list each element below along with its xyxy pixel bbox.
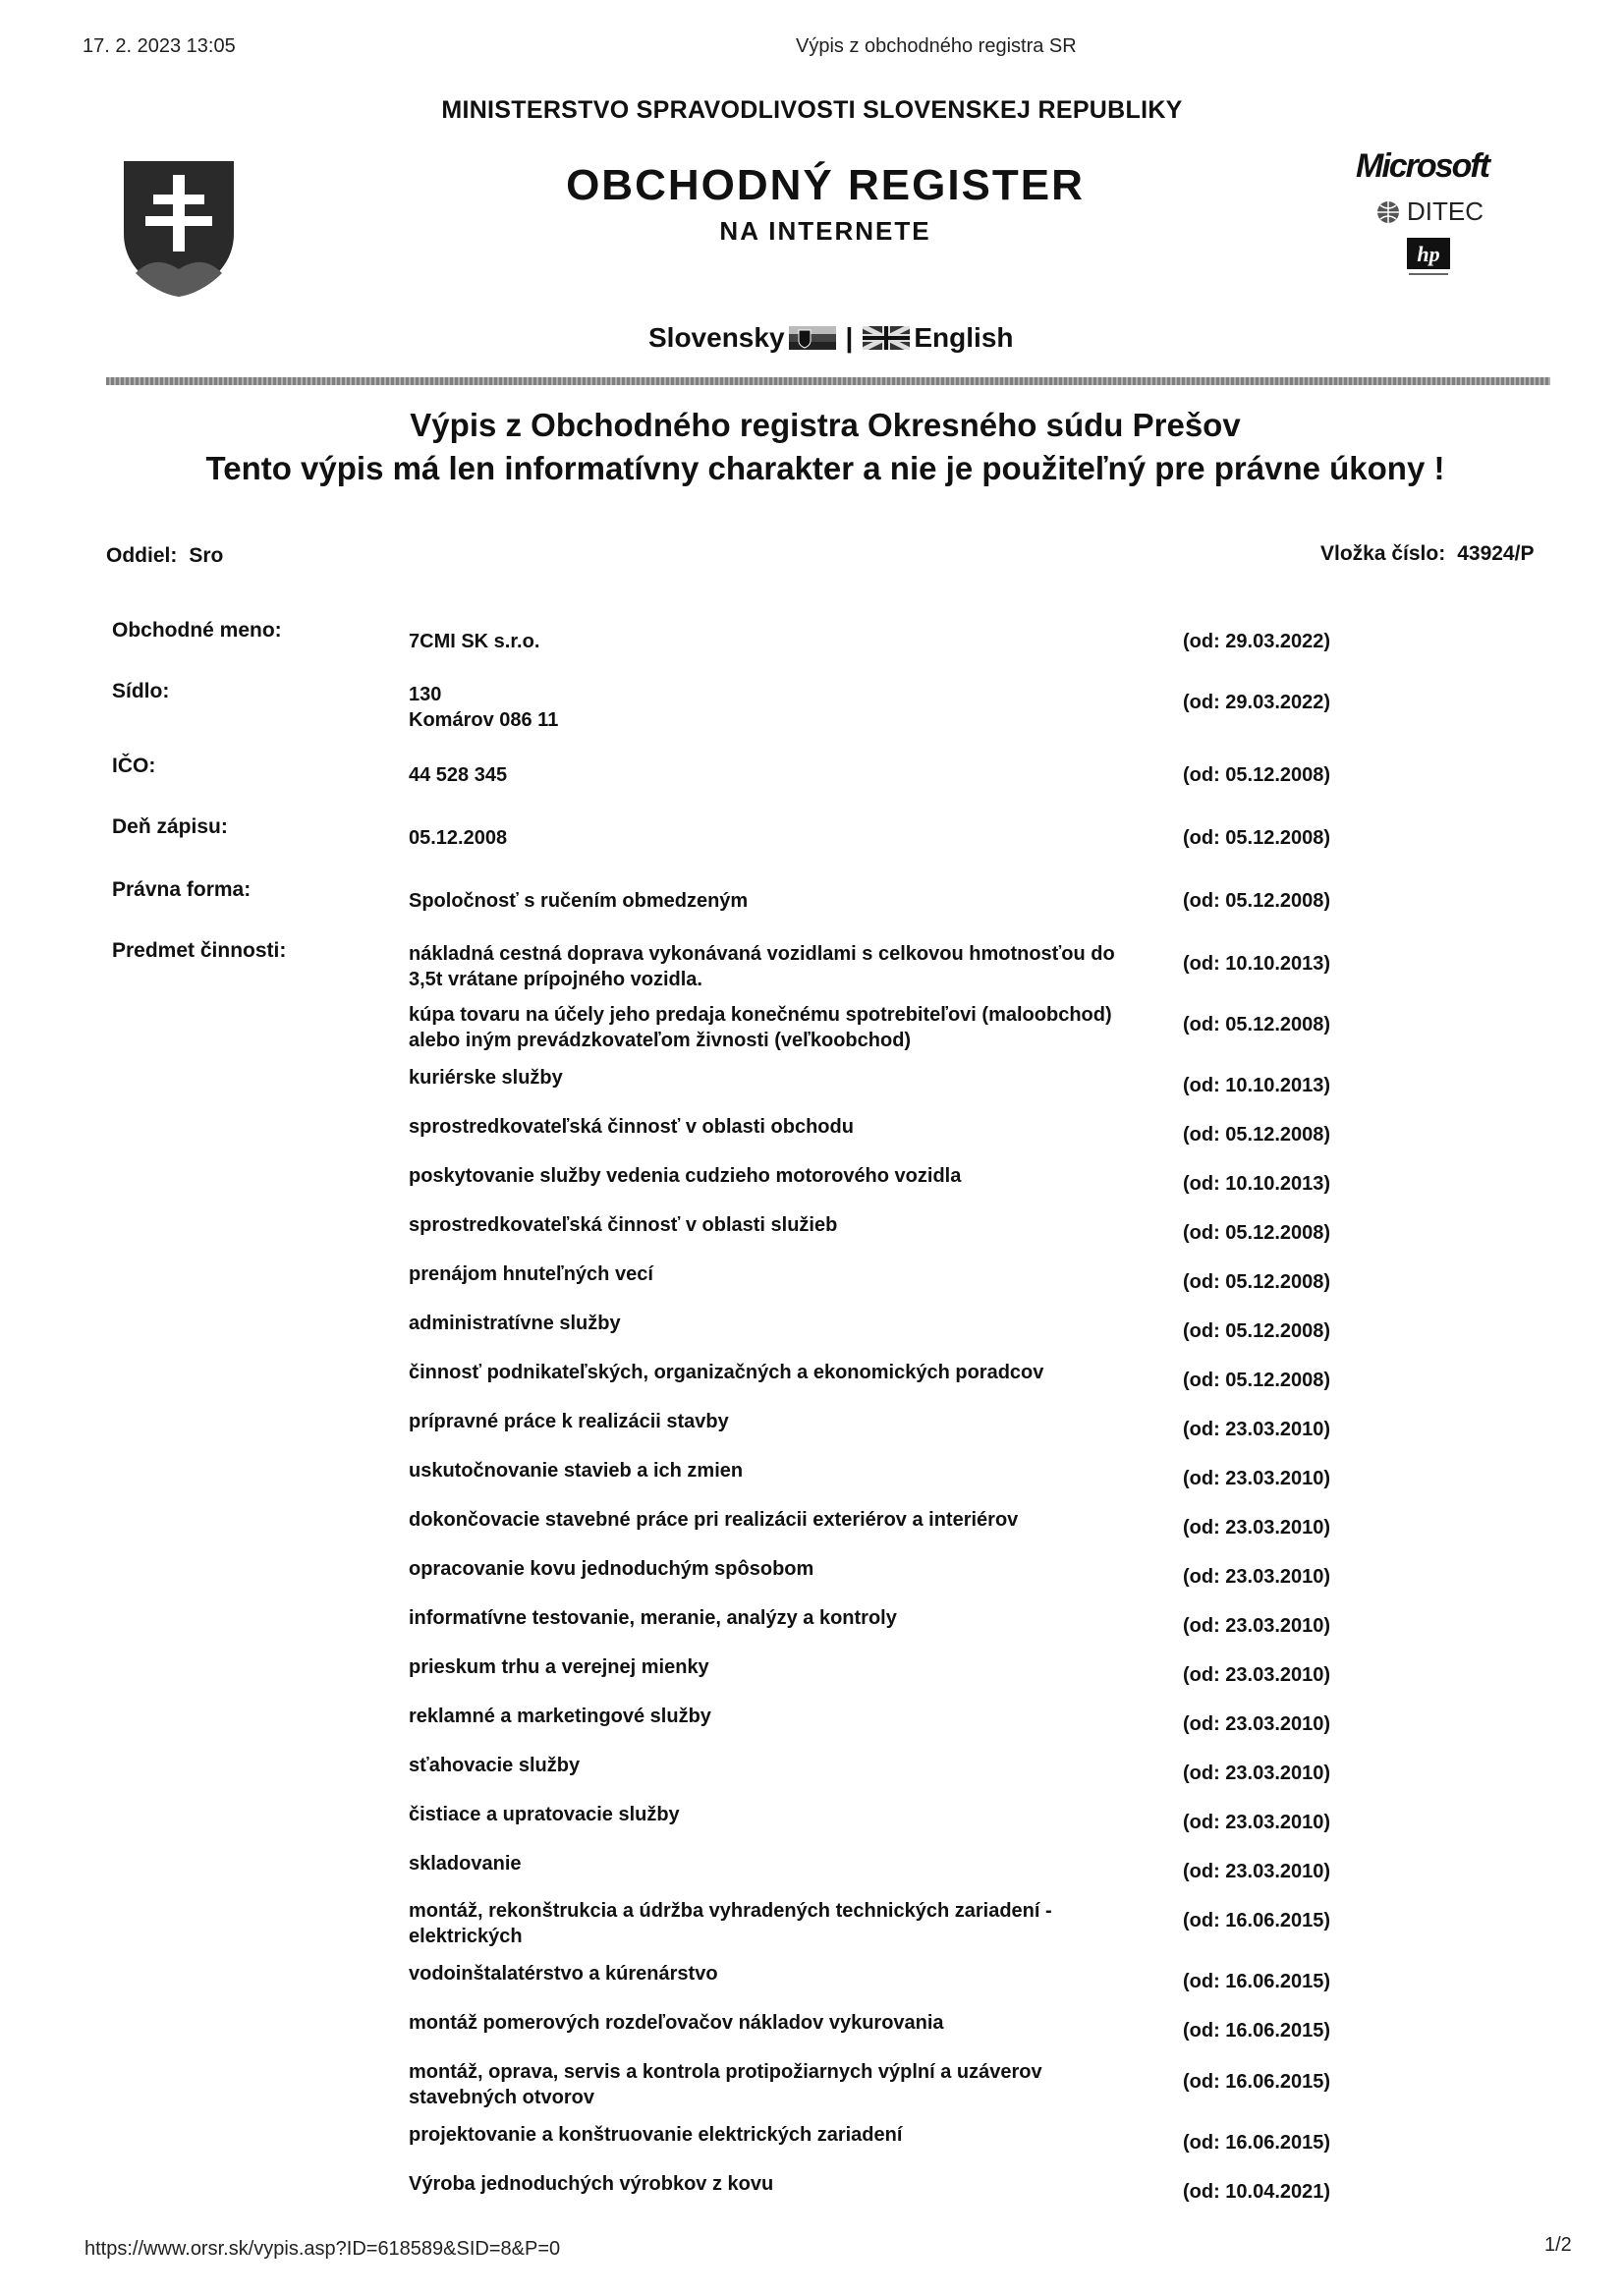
activity-since: (od: 23.03.2010)	[1183, 1812, 1331, 1833]
legal-form-since: (od: 05.12.2008)	[1183, 890, 1331, 912]
page-number: 1/2	[1544, 2234, 1572, 2256]
extract-disclaimer: Tento výpis má len informatívny charakter a nie je použiteľný pre právne úkony !	[205, 450, 1445, 486]
activity-item: činnosť podnikateľských, organizačných a ekonomických poradcov	[409, 1362, 1044, 1383]
activity-since: (od: 05.12.2008)	[1183, 1370, 1331, 1391]
ministry-title: MINISTERSTVO SPRAVODLIVOSTI SLOVENSKEJ REPUBLIKY	[441, 96, 1183, 124]
registration-date-value: 05.12.2008	[409, 827, 508, 849]
business-name-label: Obchodné meno:	[112, 619, 282, 642]
activity-since: (od: 05.12.2008)	[1183, 1320, 1331, 1342]
business-name-value: 7CMI SK s.r.o.	[409, 631, 540, 652]
activity-since: (od: 23.03.2010)	[1183, 1664, 1331, 1686]
activity-since: (od: 23.03.2010)	[1183, 1517, 1331, 1539]
activity-since: (od: 16.06.2015)	[1183, 2071, 1331, 2093]
ico-since: (od: 05.12.2008)	[1183, 764, 1331, 786]
activity-since: (od: 10.04.2021)	[1183, 2181, 1331, 2203]
activity-since: (od: 05.12.2008)	[1183, 1124, 1331, 1146]
activity-item: dokončovacie stavebné práce pri realizácii exteriérov a interiérov	[409, 1509, 1019, 1531]
microsoft-logo: Microsoft	[1356, 147, 1488, 185]
activity-item: montáž, rekonštrukcia a údržba vyhradených technických zariadení - elektrických	[409, 1900, 1052, 1947]
legal-form-value: Spoločnosť s ručením obmedzeným	[409, 890, 749, 912]
activity-item: administratívne služby	[409, 1313, 621, 1334]
activity-item: informatívne testovanie, meranie, analýzy a kontroly	[409, 1607, 897, 1629]
activity-since: (od: 23.03.2010)	[1183, 1713, 1331, 1735]
seat-label: Sídlo:	[112, 680, 170, 702]
activity-since: (od: 16.06.2015)	[1183, 2132, 1331, 2154]
ico-value: 44 528 345	[409, 764, 508, 786]
extract-heading: Výpis z Obchodného registra Okresného súdu Prešov	[410, 407, 1241, 443]
activity-item: vodoinštalatérstvo a kúrenárstvo	[409, 1963, 718, 1985]
activity-since: (od: 16.06.2015)	[1183, 1910, 1331, 1931]
activity-item: poskytovanie služby vedenia cudzieho motorového vozidla	[409, 1165, 962, 1187]
slovak-flag-icon[interactable]	[789, 326, 836, 350]
activity-item: kúpa tovaru na účely jeho predaja konečnému spotrebiteľovi (maloobchod) alebo iným prevádzkovateľom živnosti (veľkoobchod)	[409, 1004, 1112, 1051]
activity-item: prípravné práce k realizácii stavby	[409, 1411, 729, 1432]
header-divider	[106, 377, 1550, 385]
ditec-globe-icon	[1375, 199, 1401, 225]
business-name-since: (od: 29.03.2022)	[1183, 631, 1331, 652]
lang-slovak-link[interactable]: Slovensky	[648, 322, 785, 353]
registration-date-since: (od: 05.12.2008)	[1183, 827, 1331, 849]
activity-item: skladovanie	[409, 1853, 522, 1875]
activity-since: (od: 23.03.2010)	[1183, 1861, 1331, 1882]
activity-since: (od: 23.03.2010)	[1183, 1763, 1331, 1784]
activity-item: sťahovacie služby	[409, 1755, 581, 1776]
activity-since: (od: 10.10.2013)	[1183, 953, 1331, 975]
activity-since: (od: 05.12.2008)	[1183, 1222, 1331, 1244]
ditec-logo	[1375, 196, 1484, 227]
registration-date-label: Deň zápisu:	[112, 815, 228, 838]
section-value: Sro	[189, 544, 224, 567]
hp-logo-icon	[1407, 238, 1450, 277]
sponsor-logos	[1346, 147, 1542, 305]
ditec-label: DITEC	[1407, 196, 1484, 226]
activity-item: čistiace a upratovacie služby	[409, 1804, 680, 1825]
print-page-title: Výpis z obchodného registra SR	[796, 35, 1077, 57]
activity-since: (od: 10.10.2013)	[1183, 1173, 1331, 1195]
language-switcher	[648, 322, 1014, 354]
activity-item: prenájom hnuteľných vecí	[409, 1263, 653, 1285]
insert-label: Vložka číslo:	[1320, 542, 1446, 565]
activity-item: Výroba jednoduchých výrobkov z kovu	[409, 2173, 774, 2195]
activity-item: montáž pomerových rozdeľovačov nákladov vykurovania	[409, 2012, 944, 2034]
activity-since: (od: 16.06.2015)	[1183, 1971, 1331, 1992]
lang-english-link[interactable]: English	[914, 322, 1014, 353]
activity-item: nákladná cestná doprava vykonávaná vozidlami s celkovou hmotnosťou do 3,5t vrátane prípojného vozidla.	[409, 943, 1115, 990]
register-subtitle: NA INTERNETE	[719, 216, 931, 246]
activity-since: (od: 23.03.2010)	[1183, 1566, 1331, 1588]
activity-item: uskutočnovanie stavieb a ich zmien	[409, 1460, 744, 1482]
section-info	[106, 544, 223, 568]
seat-line2: Komárov 086 11	[409, 709, 559, 731]
activity-since: (od: 23.03.2010)	[1183, 1419, 1331, 1440]
register-title: OBCHODNÝ REGISTER	[566, 161, 1085, 209]
activity-since: (od: 16.06.2015)	[1183, 2020, 1331, 2042]
seat-since: (od: 29.03.2022)	[1183, 692, 1331, 713]
activity-item: projektovanie a konštruovanie elektrických zariadení	[409, 2124, 903, 2146]
footer-url: https://www.orsr.sk/vypis.asp?ID=618589&SID=8&P=0	[84, 2238, 561, 2260]
activity-item: montáž, oprava, servis a kontrola protipožiarnych výplní a uzáverov stavebných otvorov	[409, 2061, 1042, 2108]
activity-since: (od: 05.12.2008)	[1183, 1271, 1331, 1293]
activity-since: (od: 05.12.2008)	[1183, 1014, 1331, 1036]
hp-logo-text: hp	[1417, 242, 1440, 266]
insert-info	[1320, 542, 1534, 566]
activity-since: (od: 10.10.2013)	[1183, 1075, 1331, 1096]
uk-flag-icon[interactable]	[863, 326, 910, 350]
activity-item: prieskum trhu a verejnej mienky	[409, 1656, 709, 1678]
activity-item: sprostredkovateľská činnosť v oblasti obchodu	[409, 1116, 854, 1138]
activities-label: Predmet činnosti:	[112, 939, 287, 962]
legal-form-label: Právna forma:	[112, 878, 252, 901]
activity-since: (od: 23.03.2010)	[1183, 1468, 1331, 1489]
print-datetime: 17. 2. 2023 13:05	[83, 35, 236, 57]
ico-label: IČO:	[112, 755, 156, 777]
insert-value: 43924/P	[1457, 542, 1535, 565]
activity-item: opracovanie kovu jednoduchým spôsobom	[409, 1558, 814, 1580]
lang-separator: |	[845, 322, 854, 353]
seat-value	[409, 682, 1126, 733]
activity-since: (od: 23.03.2010)	[1183, 1615, 1331, 1637]
section-label: Oddiel:	[106, 544, 178, 567]
activity-item: reklamné a marketingové služby	[409, 1706, 711, 1727]
activity-item: kuriérske služby	[409, 1067, 563, 1089]
seat-line1: 130	[409, 684, 442, 705]
activity-item: sprostredkovateľská činnosť v oblasti služieb	[409, 1214, 838, 1236]
